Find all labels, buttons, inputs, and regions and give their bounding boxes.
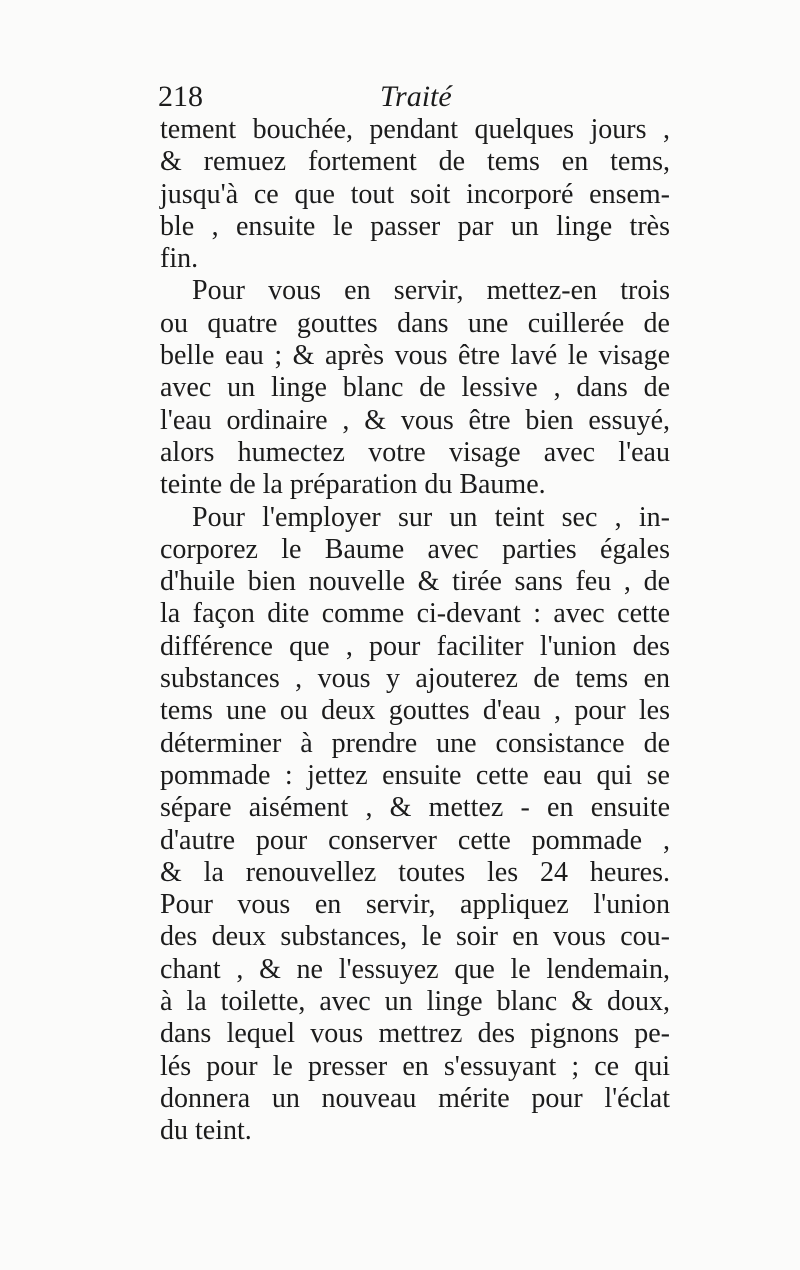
running-title: Traité [380, 80, 452, 113]
text-line: alors humectez votre visage avec l'eau [160, 436, 670, 468]
page-number: 218 [158, 80, 203, 113]
text-line: ou quatre gouttes dans une cuillerée de [160, 307, 670, 339]
text-line: & remuez fortement de tems en tems, [160, 146, 670, 178]
text-line: Pour vous en servir, mettez-en trois [192, 275, 670, 307]
text-line: d'autre pour conserver cette pommade , [160, 824, 670, 856]
text-line: belle eau ; & après vous être lavé le visage [160, 340, 670, 372]
text-line: avec un linge blanc de lessive , dans de [160, 372, 670, 404]
text-line: donnera un nouveau mérite pour l'éclat [160, 1082, 670, 1114]
text-line: ble , ensuite le passer par un linge très [160, 210, 670, 242]
text-line: dans lequel vous mettrez des pignons pe- [160, 1018, 670, 1050]
text-line: déterminer à prendre une consistance de [160, 727, 670, 759]
text-line: tement bouchée, pendant quelques jours , [160, 114, 670, 145]
text-line: différence que , pour faciliter l'union des [160, 630, 670, 662]
text-line: l'eau ordinaire , & vous être bien essuyé, [160, 404, 670, 436]
text-line: corporez le Baume avec parties égales [160, 533, 670, 565]
text-line: du teint. [160, 1115, 252, 1147]
text-line: sépare aisément , & mettez - en ensuite [160, 792, 670, 824]
text-line: jusqu'à ce que tout soit incorporé ensem- [160, 178, 670, 210]
text-line: d'huile bien nouvelle & tirée sans feu , de [160, 566, 670, 598]
text-line: Pour vous en servir, appliquez l'union [160, 889, 670, 921]
text-line: Pour l'employer sur un teint sec , in- [192, 501, 670, 533]
text-line: tems une ou deux gouttes d'eau , pour les [160, 695, 670, 727]
text-line: substances , vous y ajouterez de tems en [160, 663, 670, 695]
text-line: pommade : jettez ensuite cette eau qui se [160, 759, 670, 791]
text-line: teinte de la préparation du Baume. [160, 469, 546, 501]
text-line: fin. [160, 243, 199, 275]
running-head [158, 78, 668, 116]
text-line: des deux substances, le soir en vous cou- [160, 921, 670, 953]
text-line: chant , & ne l'essuyez que le lendemain, [160, 953, 670, 985]
text-line: lés pour le presser en s'essuyant ; ce qui [160, 1050, 670, 1082]
text-line: la façon dite comme ci-devant : avec cette [160, 598, 670, 630]
text-line: à la toilette, avec un linge blanc & doux, [160, 986, 670, 1018]
body-text [160, 114, 670, 1148]
text-line: & la renouvellez toutes les 24 heures. [160, 856, 670, 888]
